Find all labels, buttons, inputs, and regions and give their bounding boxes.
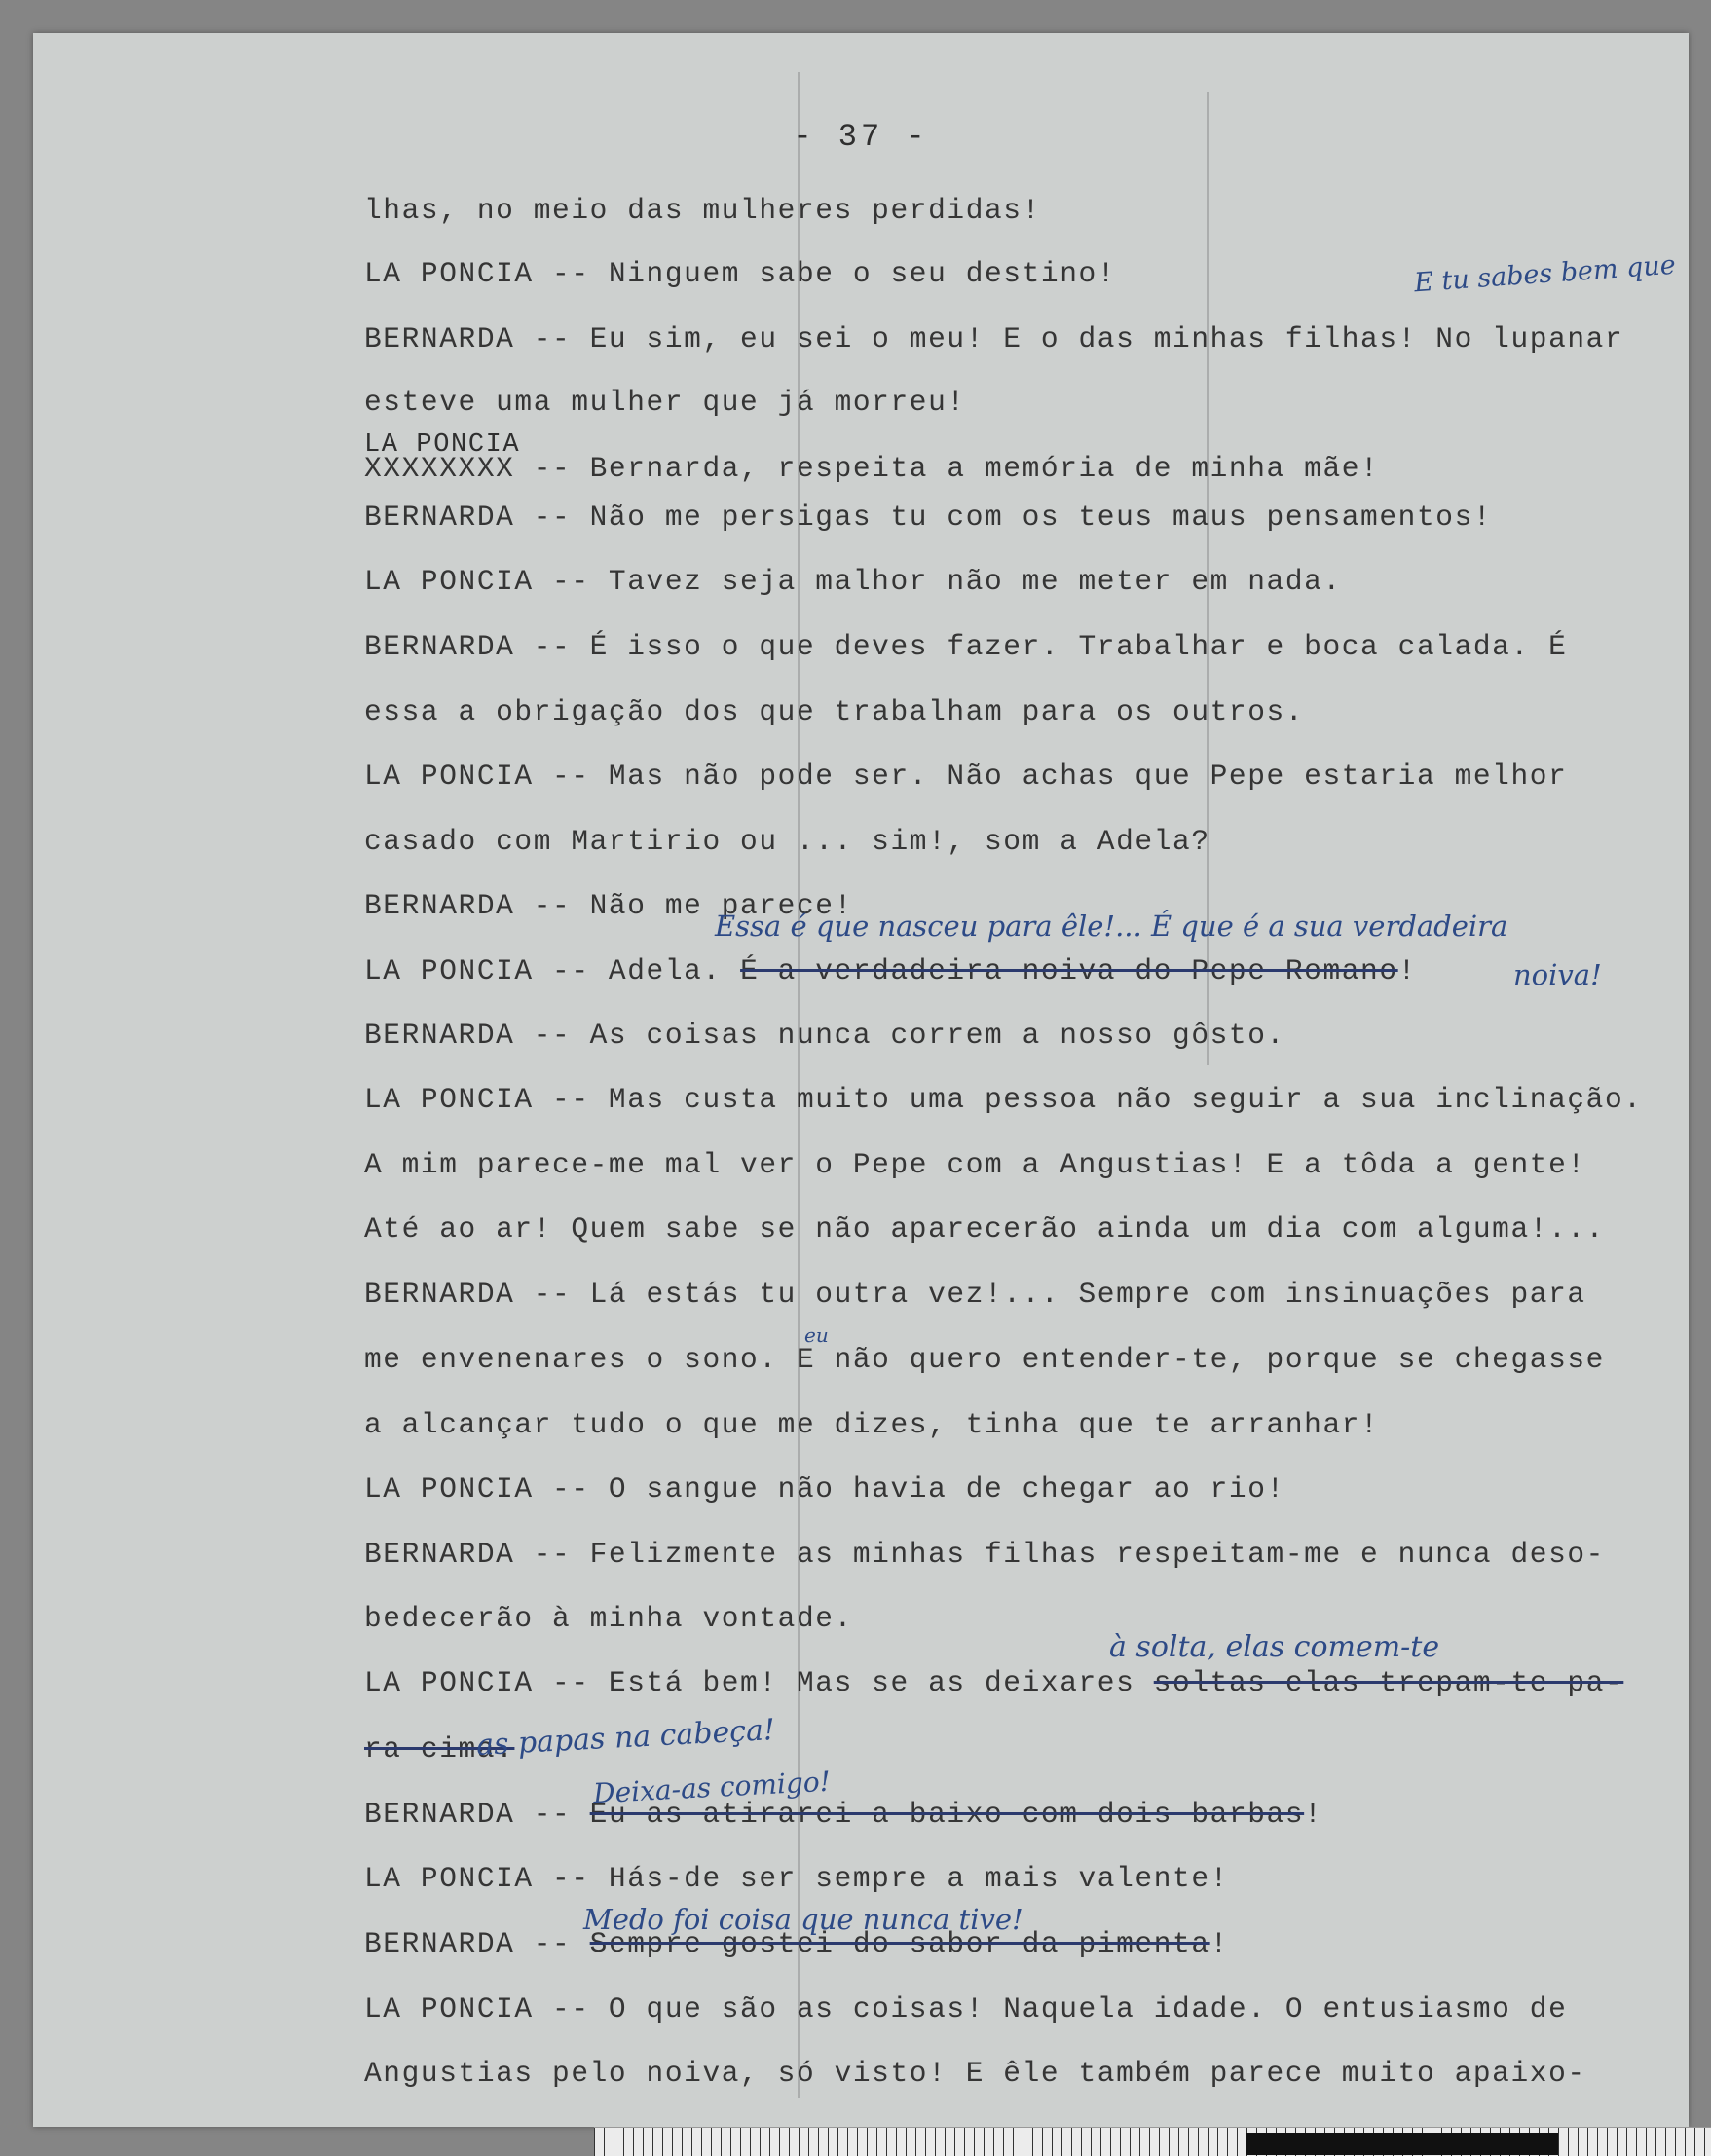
text-line: casado com Martirio ou ... sim!, som a Adela? xyxy=(364,825,1210,858)
handwritten-note: as papas na cabeça! xyxy=(475,1712,776,1764)
struck-text: soltas elas trepam-te pa- xyxy=(1153,1666,1624,1699)
text-line: BERNARDA -- Não me persigas tu com os teus maus pensamentos! xyxy=(364,501,1493,534)
typed-correction: LA PONCIA xyxy=(364,430,521,460)
text-line: BERNARDA -- Eu sim, eu sei o meu! E o das minhas filhas! No lupanar xyxy=(364,322,1624,355)
page-number: - 37 - xyxy=(793,119,929,155)
text-line: a alcançar tudo o que me dizes, tinha que te arranhar! xyxy=(364,1408,1380,1441)
text-line: LA PONCIA -- O que são as coisas! Naquela idade. O entusiasmo de xyxy=(364,1992,1568,2026)
handwritten-note: noiva! xyxy=(1513,958,1602,991)
handwritten-note: Essa é que nasceu para êle!... É que é a sua verdadeira xyxy=(715,910,1508,943)
text-line: A mim parece-me mal ver o Pepe com a Angustias! E a tôda a gente! xyxy=(364,1148,1586,1181)
handwritten-note: Medo foi coisa que nunca tive! xyxy=(583,1903,1023,1936)
text-line: BERNARDA -- Sempre gostei do sabor da pimenta! xyxy=(364,1927,1229,1960)
scale-ruler-bar xyxy=(1246,2133,1558,2155)
text-line: Até ao ar! Quem sabe se não aparecerão ainda um dia com alguma!... xyxy=(364,1212,1605,1245)
struck-text: Sempre gostei do sabor da pimenta xyxy=(589,1927,1210,1960)
text-line: LA PONCIA -- Mas custa muito uma pessoa não seguir a sua inclinação. xyxy=(364,1083,1643,1116)
text-line: XXXXXXXX -- Bernarda, respeita a memória de minha mãe! xyxy=(364,452,1380,485)
handwritten-note: à solta, elas comem-te xyxy=(1109,1630,1440,1664)
text-line: me envenenares o sono. E não quero entender-te, porque se chegasse xyxy=(364,1343,1605,1376)
text-line: bedecerão à minha vontade. xyxy=(364,1602,853,1635)
text-line: BERNARDA -- Não me parece! xyxy=(364,889,853,922)
struck-text: É a verdadeira noiva do Pepe Romano xyxy=(740,954,1398,987)
text-line: LA PONCIA -- Mas não pode ser. Não achas que Pepe estaria melhor xyxy=(364,760,1568,793)
text-line: LA PONCIA -- Ninguem sabe o seu destino! xyxy=(364,257,1117,290)
handwritten-note: eu xyxy=(804,1323,829,1347)
text-line: esteve uma mulher que já morreu! xyxy=(364,386,966,419)
document-page xyxy=(33,33,1689,2127)
struck-text: ra cima. xyxy=(364,1732,515,1766)
text-line: LA PONCIA -- Adela. É a verdadeira noiva do Pepe Romano! xyxy=(364,954,1417,987)
text-line: BERNARDA -- É isso o que deves fazer. Trabalhar e boca calada. É xyxy=(364,630,1568,663)
text-line: BERNARDA -- Lá estás tu outra vez!... Sempre com insinuações para xyxy=(364,1278,1586,1311)
text-line: LA PONCIA -- Está bem! Mas se as deixares soltas elas trepam-te pa- xyxy=(364,1666,1624,1699)
text-line: LA PONCIA -- O sangue não havia de chegar ao rio! xyxy=(364,1472,1285,1505)
struck-text: Eu as atirarei a baixo com dois barbas xyxy=(589,1798,1305,1831)
text-line: BERNARDA -- Eu as atirarei a baixo com dois barbas! xyxy=(364,1798,1323,1831)
handwritten-note: Deixa-as comigo! xyxy=(592,1765,832,1810)
text-line: LA PONCIA -- Hás-de ser sempre a mais valente! xyxy=(364,1862,1229,1895)
text-line: Angustias pelo noiva, só visto! E êle também parece muito apaixo- xyxy=(364,2057,1586,2090)
text-line: lhas, no meio das mulheres perdidas! xyxy=(364,194,1041,227)
text-line: essa a obrigação dos que trabalham para os outros. xyxy=(364,695,1305,728)
text-line: LA PONCIA -- Tavez seja malhor não me meter em nada. xyxy=(364,565,1342,598)
handwritten-note: E tu sabes bem que xyxy=(1413,249,1677,299)
text-line: BERNARDA -- Felizmente as minhas filhas respeitam-me e nunca deso- xyxy=(364,1538,1605,1571)
text-line: BERNARDA -- As coisas nunca correm a nosso gôsto. xyxy=(364,1019,1285,1052)
